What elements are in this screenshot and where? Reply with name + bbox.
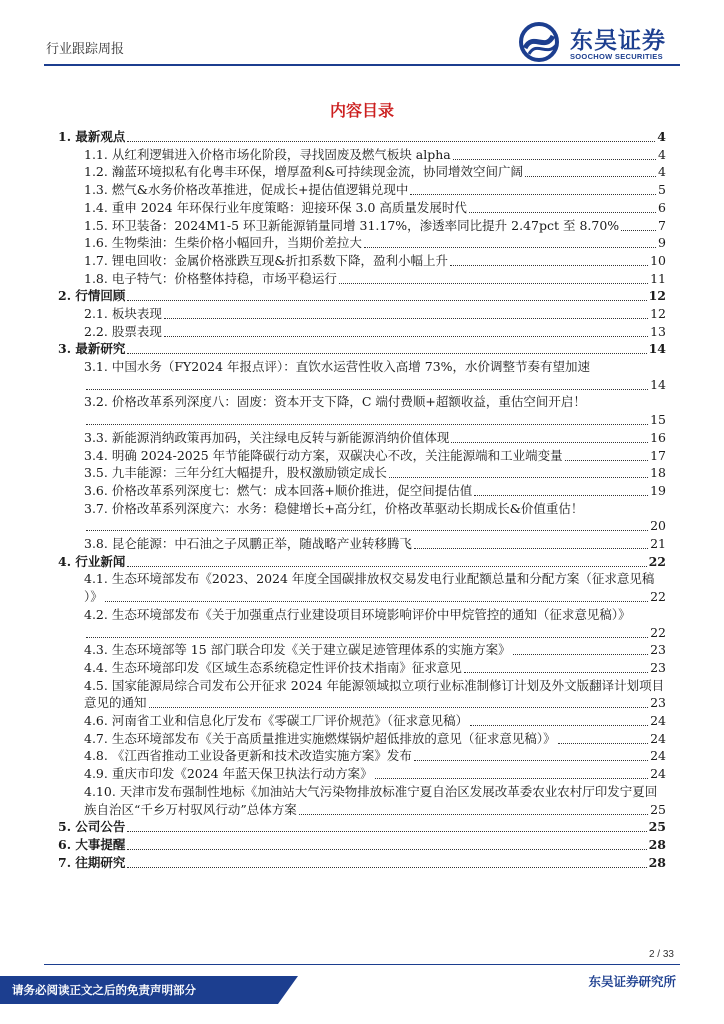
toc-leader-dots	[299, 801, 648, 815]
toc-entry-text: 3. 最新研究	[58, 341, 126, 357]
soochow-logo-icon	[519, 22, 565, 62]
toc-entry[interactable]	[84, 358, 666, 375]
toc-entry-text: 意见的通知	[84, 695, 147, 711]
toc-entry-text: 3.5. 九丰能源：三年分红大幅提升，股权激励锁定成长	[84, 465, 387, 481]
toc-entry[interactable]	[84, 270, 666, 287]
toc-entry-text: 3.4. 明确 2024-2025 年节能降碳行动方案，双碳决心不改，关注能源端和工业端变量	[84, 447, 563, 463]
toc-entry[interactable]	[84, 393, 666, 410]
report-type-label: 行业跟踪周报	[46, 42, 125, 57]
toc-entry-text: 4.4. 生态环境部印发《区域生态系统稳定性评价技术指南》征求意见	[84, 659, 462, 675]
toc-entry[interactable]	[84, 146, 666, 163]
toc-leader-dots	[339, 270, 648, 284]
toc-entry-text: 族自治区“千乡万村驭风行动”总体方案	[84, 801, 297, 817]
toc-entry-text: 1.2. 瀚蓝环境拟私有化粤丰环保，增厚盈利&可持续现金流，协同增效空间广阔	[84, 164, 523, 180]
toc-leader-dots	[469, 199, 656, 213]
toc-leader-dots	[149, 694, 649, 708]
toc-leader-dots	[127, 340, 646, 354]
toc-leader-dots	[389, 464, 648, 478]
toc-entry[interactable]	[84, 694, 666, 711]
toc-page-number: 9	[658, 235, 666, 251]
toc-entry-text: 3.7. 价格改革系列深度六：水务：稳健增长+高分红，价格改革驱动长期成长&价值重估！	[84, 500, 584, 516]
toc-entry-text: 2. 行情回顾	[58, 288, 126, 304]
toc-leader-dots	[375, 765, 648, 779]
toc-leader-dots	[474, 482, 648, 496]
toc-entry[interactable]	[84, 588, 666, 605]
toc-leader-dots	[450, 252, 648, 266]
toc-entry[interactable]	[84, 624, 666, 641]
toc-leader-dots	[513, 641, 648, 655]
toc-entry[interactable]	[84, 712, 666, 729]
toc-leader-dots	[127, 553, 646, 567]
toc-entry-text: 4.2. 生态环境部发布《关于加强重点行业建设项目环境影响评价中甲烷管控的通知（征求意见稿）》	[84, 606, 631, 622]
toc-page-number: 16	[650, 429, 666, 445]
toc-page-number: 17	[650, 447, 666, 463]
toc-page-number: 28	[648, 854, 666, 870]
toc-entry-text: 4. 行业新闻	[58, 553, 126, 569]
toc-page-number: 24	[650, 748, 666, 764]
toc-entry-chapter[interactable]	[58, 128, 666, 145]
toc-page-number: 23	[650, 659, 666, 675]
toc-leader-dots	[164, 305, 648, 319]
toc-page-number: 4	[657, 129, 666, 144]
toc-entry[interactable]	[84, 535, 666, 552]
toc-entry[interactable]	[84, 765, 666, 782]
toc-entry-text: 4.9. 重庆市印发《2024 年蓝天保卫执法行动方案》	[84, 766, 373, 782]
toc-entry[interactable]	[84, 411, 666, 428]
toc-entry[interactable]	[84, 163, 666, 180]
toc-entry-text: 1.1. 从红利逻辑进入价格市场化阶段，寻找固废及燃气板块 alpha	[84, 146, 451, 162]
toc-entry[interactable]	[84, 641, 666, 658]
toc-title: 内容目录	[329, 101, 394, 120]
toc-entry-text: 1.6. 生物柴油：生柴价格小幅回升，当期价差拉大	[84, 235, 362, 251]
toc-leader-dots	[558, 730, 649, 744]
toc-entry-text: 4.3. 生态环境部等 15 部门联合印发《关于建立碳足迹管理体系的实施方案》	[84, 642, 511, 658]
toc-leader-dots	[127, 287, 646, 301]
toc-leader-dots	[86, 517, 648, 531]
toc-entry[interactable]	[84, 429, 666, 446]
toc-entry[interactable]	[84, 500, 666, 517]
toc-entry[interactable]	[84, 252, 666, 269]
toc-leader-dots	[414, 535, 648, 549]
toc-page-number: 23	[650, 695, 666, 711]
toc-page-number: 23	[650, 642, 666, 658]
toc-entry-text: 3.2. 价格改革系列深度八：固废：资本开支下降，C 端付费顺+超额收益，重估空间开启！	[84, 394, 586, 410]
toc-page-number: 24	[650, 766, 666, 782]
toc-leader-dots	[164, 323, 648, 337]
toc-leader-dots	[414, 747, 648, 761]
toc-entry-chapter[interactable]	[58, 553, 666, 570]
toc-page-number: 21	[650, 536, 666, 551]
toc-page-number: 11	[650, 270, 666, 286]
footer-divider	[44, 964, 680, 965]
toc-entry[interactable]	[84, 482, 666, 499]
brand-name-en: SOOCHOW SECURITIES	[570, 52, 663, 61]
toc-page-number: 14	[650, 376, 666, 392]
toc-entry-text: 1.7. 锂电回收：金属价格涨跌互现&折扣系数下降，盈利小幅上升	[84, 252, 448, 268]
toc-entry[interactable]	[84, 217, 666, 234]
toc-entry-chapter[interactable]	[58, 340, 666, 357]
toc-entry[interactable]	[84, 659, 666, 676]
brand-logo	[519, 22, 679, 62]
toc-leader-dots	[451, 429, 648, 443]
toc-entry-text: 3.6. 价格改革系列深度七：燃气：成本回落+顺价推进，促空间提估值	[84, 482, 473, 498]
toc-page-number: 20	[650, 518, 666, 534]
toc-entry[interactable]	[84, 464, 666, 481]
toc-entry-text: 4.8. 《江西省推动工业设备更新和技术改造实施方案》发布	[84, 748, 412, 764]
toc-entry-text: 1.4. 重申 2024 年环保行业年度策略：迎接环保 3.0 高质量发展时代	[84, 199, 467, 215]
toc-entry-text: 1.5. 环卫装备：2024M1-5 环卫新能源销量同增 31.17%，渗透率同比提升 2.47pct 至 8.70%	[84, 217, 620, 233]
toc-entry[interactable]	[84, 747, 666, 764]
toc-leader-dots	[453, 146, 656, 160]
disclaimer-banner-tail	[278, 976, 298, 1004]
toc-entry-text: 4.7. 生态环境部发布《关于高质量推进实施燃煤锅炉超低排放的意见（征求意见稿）》	[84, 730, 556, 746]
toc-leader-dots	[86, 376, 648, 390]
toc-entry[interactable]	[84, 801, 666, 818]
disclaimer-text: 请务必阅读正文之后的免责声明部分	[12, 983, 196, 997]
toc-entry-text: 3.8. 昆仑能源：中石油之子凤鹏正举，随战略产业转移腾飞	[84, 536, 412, 551]
toc-leader-dots	[470, 712, 648, 726]
toc-page-number: 22	[650, 624, 666, 640]
toc-entry-text: 1. 最新观点	[58, 129, 126, 144]
toc-entry-chapter[interactable]	[58, 287, 666, 304]
page-number: 2 / 33	[648, 949, 674, 960]
toc-entry-chapter[interactable]	[58, 818, 666, 835]
toc-page-number: 28	[648, 836, 666, 852]
toc-page-number: 4	[658, 164, 666, 180]
toc-entry[interactable]	[84, 677, 666, 694]
toc-leader-dots	[464, 659, 648, 673]
toc-entry[interactable]	[84, 323, 666, 340]
toc-entry[interactable]	[84, 517, 666, 534]
toc-entry[interactable]	[84, 447, 666, 464]
toc-page-number: 19	[650, 482, 666, 498]
toc-page-number: 22	[650, 589, 666, 605]
toc-entry-text: 6. 大事提醒	[58, 836, 126, 852]
toc-leader-dots	[127, 836, 646, 850]
toc-entry-chapter[interactable]	[58, 854, 666, 871]
toc-entry-text: 4.1. 生态环境部发布《2023、2024 年度全国碳排放权交易发电行业配额总量和分配方案（征求意见稿	[84, 571, 655, 587]
toc-entry-text: 1.8. 电子特气：价格整体持稳，市场平稳运行	[84, 270, 337, 286]
toc-leader-dots	[127, 854, 646, 868]
toc-entry-text: 4.5. 国家能源局综合司发布公开征求 2024 年能源领域拟立项行业标准制修订计划及外文版翻译计划项目	[84, 677, 665, 693]
toc-entry-text: 5. 公司公告	[58, 819, 126, 835]
toc-entry-chapter[interactable]	[58, 836, 666, 853]
toc-entry[interactable]	[84, 376, 666, 393]
toc-entry-text: 3.3. 新能源消纳政策再加码，关注绿电反转与新能源消纳价值体现	[84, 429, 450, 445]
toc-page-number: 24	[650, 730, 666, 746]
header-divider	[44, 64, 680, 66]
toc-entry-text: 4.10. 天津市发布强制性地标《加油站大气污染物排放标准宁夏自治区发展改革委农业农村厅印发宁夏回	[84, 783, 658, 799]
toc-page-number: 5	[658, 182, 666, 198]
toc-leader-dots	[525, 163, 656, 177]
toc-entry[interactable]	[84, 199, 666, 216]
toc-page-number: 13	[650, 323, 666, 339]
toc-entry[interactable]	[84, 305, 666, 322]
toc-page-number: 10	[650, 252, 666, 268]
toc-leader-dots	[105, 588, 648, 602]
toc-page-number: 7	[658, 217, 666, 233]
toc-leader-dots	[364, 234, 656, 248]
toc-entry[interactable]	[84, 181, 666, 198]
toc-leader-dots	[621, 217, 656, 231]
toc-page-number: 25	[648, 819, 666, 835]
toc-page-number: 12	[650, 305, 666, 321]
toc-page-number: 14	[648, 341, 666, 357]
toc-entry-text: 3.1. 中国水务（FY2024 年报点评）：直饮水运营性收入高增 73%，水价调整节奏有望加速	[84, 359, 591, 374]
toc-page-number: 6	[658, 199, 666, 215]
toc-page-number: 22	[648, 553, 666, 569]
toc-entry-text: ）》	[84, 589, 103, 605]
research-institute: 东吴证券研究所	[588, 974, 676, 989]
toc-leader-dots	[86, 624, 648, 638]
toc-entry[interactable]	[84, 730, 666, 747]
toc-page-number: 12	[648, 288, 666, 304]
disclaimer-banner	[0, 976, 278, 1004]
toc-page-number: 24	[650, 713, 666, 728]
toc-entry-text: 2.1. 板块表现	[84, 305, 162, 321]
toc-entry[interactable]	[84, 234, 666, 251]
toc-leader-dots	[410, 181, 656, 195]
toc-leader-dots	[127, 128, 655, 142]
toc-page-number: 15	[650, 412, 666, 428]
toc-entry-text: 7. 往期研究	[58, 854, 126, 870]
toc-entry[interactable]	[84, 606, 666, 623]
toc-leader-dots	[565, 447, 648, 461]
toc-entry[interactable]	[84, 783, 666, 800]
toc-page-number: 18	[650, 465, 666, 481]
toc-entry[interactable]	[84, 570, 666, 587]
toc-entry-text: 2.2. 股票表现	[84, 323, 162, 339]
brand-name-cn: 东吴证券	[570, 28, 666, 54]
toc-leader-dots	[86, 411, 648, 425]
toc-entry-text: 1.3. 燃气&水务价格改革推进，促成长+提估值逻辑兑现中	[84, 182, 409, 198]
toc-leader-dots	[127, 818, 646, 832]
toc-page-number: 4	[658, 146, 666, 162]
toc-page-number: 25	[650, 801, 666, 817]
toc-entry-text: 4.6. 河南省工业和信息化厅发布《零碳工厂评价规范》（征求意见稿）	[84, 713, 469, 728]
